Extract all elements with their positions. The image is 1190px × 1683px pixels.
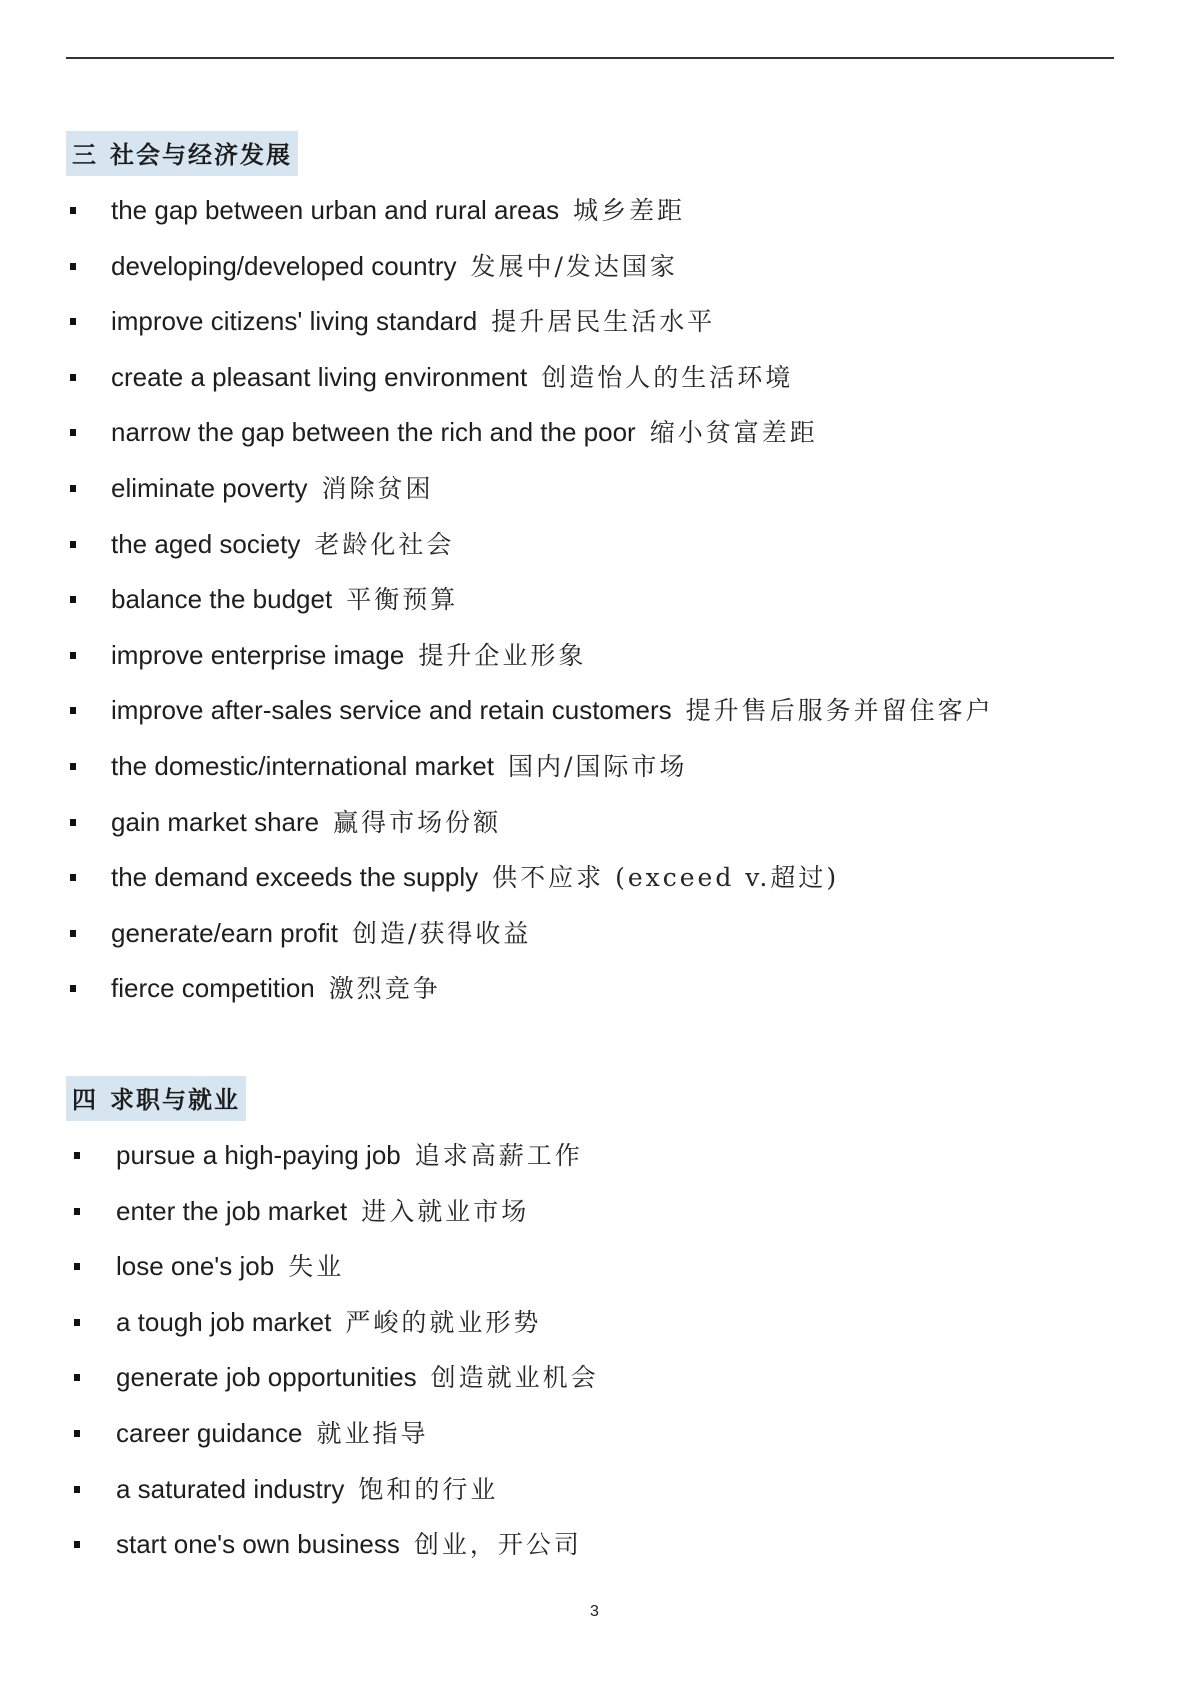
chinese-translation: 城乡差距 xyxy=(573,196,686,225)
english-phrase: the aged society 老龄化社会 xyxy=(111,528,455,559)
bullet-icon xyxy=(74,1541,80,1548)
chinese-translation: 创业，开公司 xyxy=(413,1530,582,1560)
list-item xyxy=(66,246,1066,302)
section-social-economic xyxy=(66,131,1066,1024)
bullet-icon xyxy=(70,596,76,603)
list-item xyxy=(66,301,1066,357)
chinese-translation: 缩小贫富差距 xyxy=(649,418,818,448)
list-item xyxy=(66,524,1066,580)
section-number: 三 xyxy=(72,140,98,169)
chinese-translation: 就业指导 xyxy=(316,1418,429,1448)
list-item xyxy=(66,579,1066,635)
chinese-translation: 平衡预算 xyxy=(346,585,459,615)
bullet-icon xyxy=(70,763,76,770)
english-phrase: gain market share 赢得市场份额 xyxy=(111,806,502,837)
english-phrase: developing/developed country 发展中/发达国家 xyxy=(111,250,678,281)
list-item xyxy=(66,746,1066,802)
english-phrase: pursue a high-paying job 追求高薪工作 xyxy=(116,1140,583,1170)
list-item xyxy=(66,1413,1066,1469)
chinese-translation: 激烈竞争 xyxy=(328,974,441,1004)
section-title: 社会与经济发展 xyxy=(110,140,292,169)
english-phrase: lose one's job 失业 xyxy=(116,1251,345,1282)
list-item xyxy=(66,857,1066,913)
phrase-list xyxy=(66,1135,1066,1580)
section-heading xyxy=(66,131,298,176)
list-item xyxy=(66,1524,1066,1580)
list-item xyxy=(66,1246,1066,1302)
chinese-translation: 赢得市场份额 xyxy=(333,807,502,837)
bullet-icon xyxy=(70,874,76,881)
bullet-icon xyxy=(70,652,76,659)
english-phrase: the demand exceeds the supply 供不应求 (exceed v.超过) xyxy=(111,862,840,893)
english-phrase: improve after-sales service and retain customers 提升售后服务并留住客户 xyxy=(111,695,994,726)
bullet-icon xyxy=(70,819,76,826)
section-job-employment xyxy=(66,1076,1066,1580)
top-divider xyxy=(66,57,1114,59)
bullet-icon xyxy=(70,541,76,548)
bullet-icon xyxy=(74,1263,80,1270)
chinese-translation: 饱和的行业 xyxy=(358,1474,499,1504)
list-item xyxy=(66,190,1066,246)
list-item xyxy=(66,468,1066,524)
bullet-icon xyxy=(74,1430,80,1437)
english-phrase: create a pleasant living environment 创造怡人的生活环境 xyxy=(111,361,794,392)
chinese-translation: 提升企业形象 xyxy=(418,640,587,670)
english-phrase: improve enterprise image 提升企业形象 xyxy=(111,639,587,670)
bullet-icon xyxy=(70,263,76,270)
english-phrase: the domestic/international market 国内/国际市场 xyxy=(111,750,688,781)
bullet-icon xyxy=(74,1486,80,1493)
chinese-translation: 追求高薪工作 xyxy=(414,1141,583,1170)
bullet-icon xyxy=(70,374,76,381)
bullet-icon xyxy=(70,985,76,992)
bullet-icon xyxy=(70,930,76,937)
bullet-icon xyxy=(70,318,76,325)
chinese-translation: 创造就业机会 xyxy=(430,1363,599,1393)
english-phrase: eliminate poverty 消除贫困 xyxy=(111,472,434,503)
list-item xyxy=(66,1135,1066,1191)
english-phrase: the gap between urban and rural areas 城乡差距 xyxy=(111,195,686,225)
list-item xyxy=(66,1302,1066,1358)
list-item xyxy=(66,1357,1066,1413)
chinese-translation: 国内/国际市场 xyxy=(507,751,688,781)
section-number: 四 xyxy=(72,1085,98,1114)
english-phrase: a saturated industry 饱和的行业 xyxy=(116,1473,499,1504)
bullet-icon xyxy=(74,1319,80,1326)
chinese-translation: 提升售后服务并留住客户 xyxy=(685,696,994,726)
chinese-translation: 失业 xyxy=(288,1252,345,1282)
chinese-translation: 发展中/发达国家 xyxy=(470,251,678,281)
english-phrase: improve citizens' living standard 提升居民生活水平 xyxy=(111,306,716,337)
list-item xyxy=(66,412,1066,468)
bullet-icon xyxy=(70,207,76,214)
english-phrase: start one's own business 创业，开公司 xyxy=(116,1529,582,1560)
bullet-icon xyxy=(70,429,76,436)
chinese-translation: 严峻的就业形势 xyxy=(345,1307,542,1337)
english-phrase: generate job opportunities 创造就业机会 xyxy=(116,1362,599,1393)
chinese-translation: 创造/获得收益 xyxy=(351,918,532,948)
page-number: 3 xyxy=(590,1603,599,1620)
bullet-icon xyxy=(74,1374,80,1381)
chinese-translation: 创造怡人的生活环境 xyxy=(541,362,794,392)
english-phrase: enter the job market 进入就业市场 xyxy=(116,1195,530,1226)
english-phrase: generate/earn profit 创造/获得收益 xyxy=(111,917,532,948)
english-phrase: a tough job market 严峻的就业形势 xyxy=(116,1306,542,1337)
list-item xyxy=(66,913,1066,969)
chinese-translation: 供不应求 (exceed v.超过) xyxy=(492,863,840,893)
bullet-icon xyxy=(70,707,76,714)
list-item xyxy=(66,635,1066,691)
section-title: 求职与就业 xyxy=(110,1085,240,1114)
english-phrase: balance the budget 平衡预算 xyxy=(111,584,459,615)
list-item xyxy=(66,1191,1066,1247)
bullet-icon xyxy=(70,485,76,492)
english-phrase: narrow the gap between the rich and the poor 缩小贫富差距 xyxy=(111,417,818,448)
bullet-icon xyxy=(74,1208,80,1215)
chinese-translation: 提升居民生活水平 xyxy=(491,307,716,337)
list-item xyxy=(66,968,1066,1024)
english-phrase: career guidance 就业指导 xyxy=(116,1417,429,1448)
section-heading xyxy=(66,1076,246,1121)
list-item xyxy=(66,357,1066,413)
phrase-list xyxy=(66,190,1066,1024)
chinese-translation: 进入就业市场 xyxy=(361,1196,530,1226)
list-item xyxy=(66,802,1066,858)
list-item xyxy=(66,690,1066,746)
bullet-icon xyxy=(74,1152,80,1159)
chinese-translation: 老龄化社会 xyxy=(314,529,455,559)
list-item xyxy=(66,1469,1066,1525)
chinese-translation: 消除贫困 xyxy=(321,473,434,503)
english-phrase: fierce competition 激烈竞争 xyxy=(111,973,441,1004)
